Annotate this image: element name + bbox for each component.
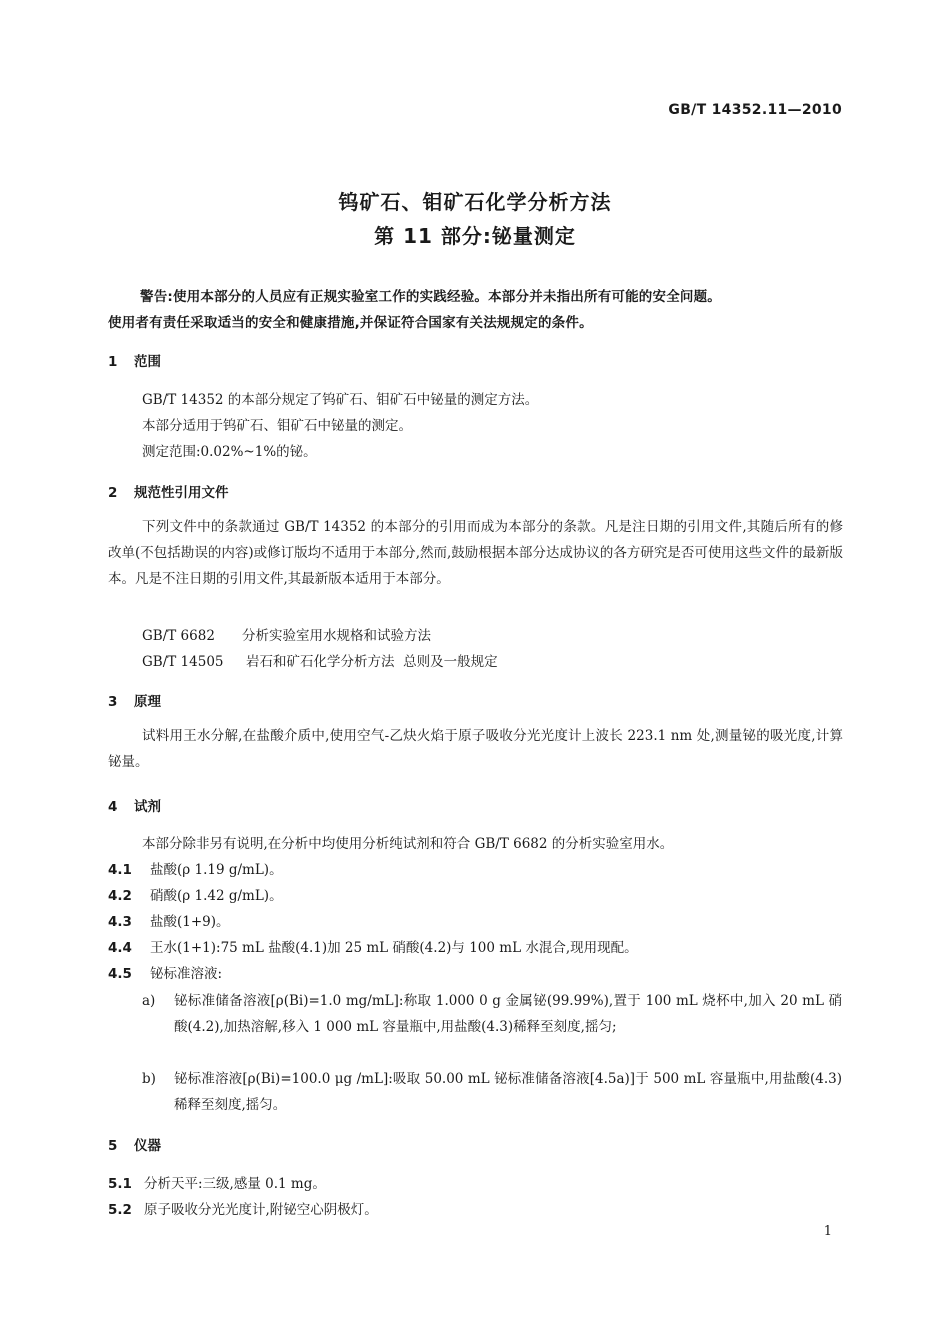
document-subtitle: 第 11 部分:铋量测定	[374, 224, 576, 248]
reagent-item	[108, 936, 638, 956]
item-text: 硝酸(ρ 1.42 g/mL)。	[150, 888, 283, 904]
reagent-item	[108, 884, 283, 904]
item-number: 4.1	[108, 862, 132, 878]
item-number: 4.4	[108, 940, 132, 956]
standard-code: GB/T 14352.11—2010	[668, 102, 842, 118]
section-number: 2	[108, 485, 118, 501]
reference-item	[142, 650, 498, 670]
subitem-text: 铋标准溶液[ρ(Bi)=100.0 μg /mL]:吸取 50.00 mL 铋标准储备溶液[4.5a)]于 500 mL 容量瓶中,用盐酸(4.3)稀释至刻度,摇匀。	[174, 1071, 842, 1113]
item-text: 王水(1+1):75 mL 盐酸(4.1)加 25 mL 硝酸(4.2)与 100 mL 水混合,现用现配。	[150, 940, 638, 956]
item-number: 5.2	[108, 1202, 132, 1218]
item-number: 4.5	[108, 966, 132, 982]
section-heading-apparatus	[108, 1134, 161, 1154]
references-paragraph: 下列文件中的条款通过 GB/T 14352 的本部分的引用而成为本部分的条款。凡是注日期的引用文件,其随后所有的修改单(不包括勘误的内容)或修订版均不适用于本部分,然而,鼓励根据本部分达成协议的各方研究是否可使用这些文件的最新版本。凡是不注日期的引用文件,其最新版本适用于本部分。	[108, 519, 843, 587]
subitem-label: a)	[142, 993, 156, 1009]
section-heading-normative-references	[108, 481, 229, 501]
reference-code: GB/T 14505	[142, 654, 224, 670]
section-number: 1	[108, 354, 118, 370]
warning-line-1: 警告:使用本部分的人员应有正规实验室工作的实践经验。本部分并未指出所有可能的安全问题。	[140, 289, 721, 305]
reference-code: GB/T 6682	[142, 628, 215, 644]
item-number: 4.2	[108, 888, 132, 904]
item-number: 4.3	[108, 914, 132, 930]
document-title: 钨矿石、钼矿石化学分析方法	[338, 190, 612, 214]
section-title: 试剂	[134, 799, 161, 815]
section-number: 3	[108, 694, 118, 710]
warning-line-2: 使用者有责任采取适当的安全和健康措施,并保证符合国家有关法规规定的条件。	[108, 315, 593, 331]
safety-warning	[108, 284, 843, 336]
item-text: 原子吸收分光光度计,附铋空心阴极灯。	[144, 1202, 378, 1218]
reagent-subitem	[142, 988, 842, 1040]
item-number: 5.1	[108, 1176, 132, 1192]
reference-title: 分析实验室用水规格和试验方法	[242, 628, 431, 644]
scope-paragraph-3: 测定范围:0.02%~1%的铋。	[142, 444, 317, 460]
section-heading-principle	[108, 690, 161, 710]
apparatus-item	[108, 1172, 326, 1192]
item-text: 盐酸(1+9)。	[150, 914, 230, 930]
reference-title: 岩石和矿石化学分析方法 总则及一般规定	[246, 654, 498, 670]
subitem-text: 铋标准储备溶液[ρ(Bi)=1.0 mg/mL]:称取 1.000 0 g 金属铋(99.99%),置于 100 mL 烧杯中,加入 20 mL 硝酸(4.2),加热溶解,移入 1 000 mL 容量瓶中,用盐酸(4.3)稀释至刻度,摇匀;	[174, 993, 842, 1035]
scope-paragraph-1: GB/T 14352 的本部分规定了钨矿石、钼矿石中铋量的测定方法。	[142, 392, 539, 408]
reagent-item	[108, 858, 283, 878]
subitem-label: b)	[142, 1071, 156, 1087]
scope-paragraph-2: 本部分适用于钨矿石、钼矿石中铋量的测定。	[142, 418, 412, 434]
apparatus-item	[108, 1198, 378, 1218]
principle-paragraph: 试料用王水分解,在盐酸介质中,使用空气-乙炔火焰于原子吸收分光光度计上波长 223.1 nm 处,测量铋的吸光度,计算铋量。	[108, 728, 843, 770]
reagent-item	[108, 962, 222, 982]
reagents-paragraph: 本部分除非另有说明,在分析中均使用分析纯试剂和符合 GB/T 6682 的分析实验室用水。	[142, 836, 674, 852]
section-number: 5	[108, 1138, 118, 1154]
section-title: 仪器	[134, 1138, 161, 1154]
item-text: 盐酸(ρ 1.19 g/mL)。	[150, 862, 283, 878]
reagent-subitem	[142, 1066, 842, 1118]
item-text: 分析天平:三级,感量 0.1 mg。	[144, 1176, 326, 1192]
section-heading-reagents	[108, 795, 161, 815]
section-number: 4	[108, 799, 118, 815]
section-heading-scope	[108, 350, 161, 370]
item-text: 铋标准溶液:	[150, 966, 223, 982]
reference-item	[142, 624, 431, 644]
page-number: 1	[823, 1224, 832, 1239]
section-title: 原理	[134, 694, 161, 710]
reagent-item	[108, 910, 230, 930]
section-title: 范围	[134, 354, 161, 370]
section-title: 规范性引用文件	[134, 485, 229, 501]
